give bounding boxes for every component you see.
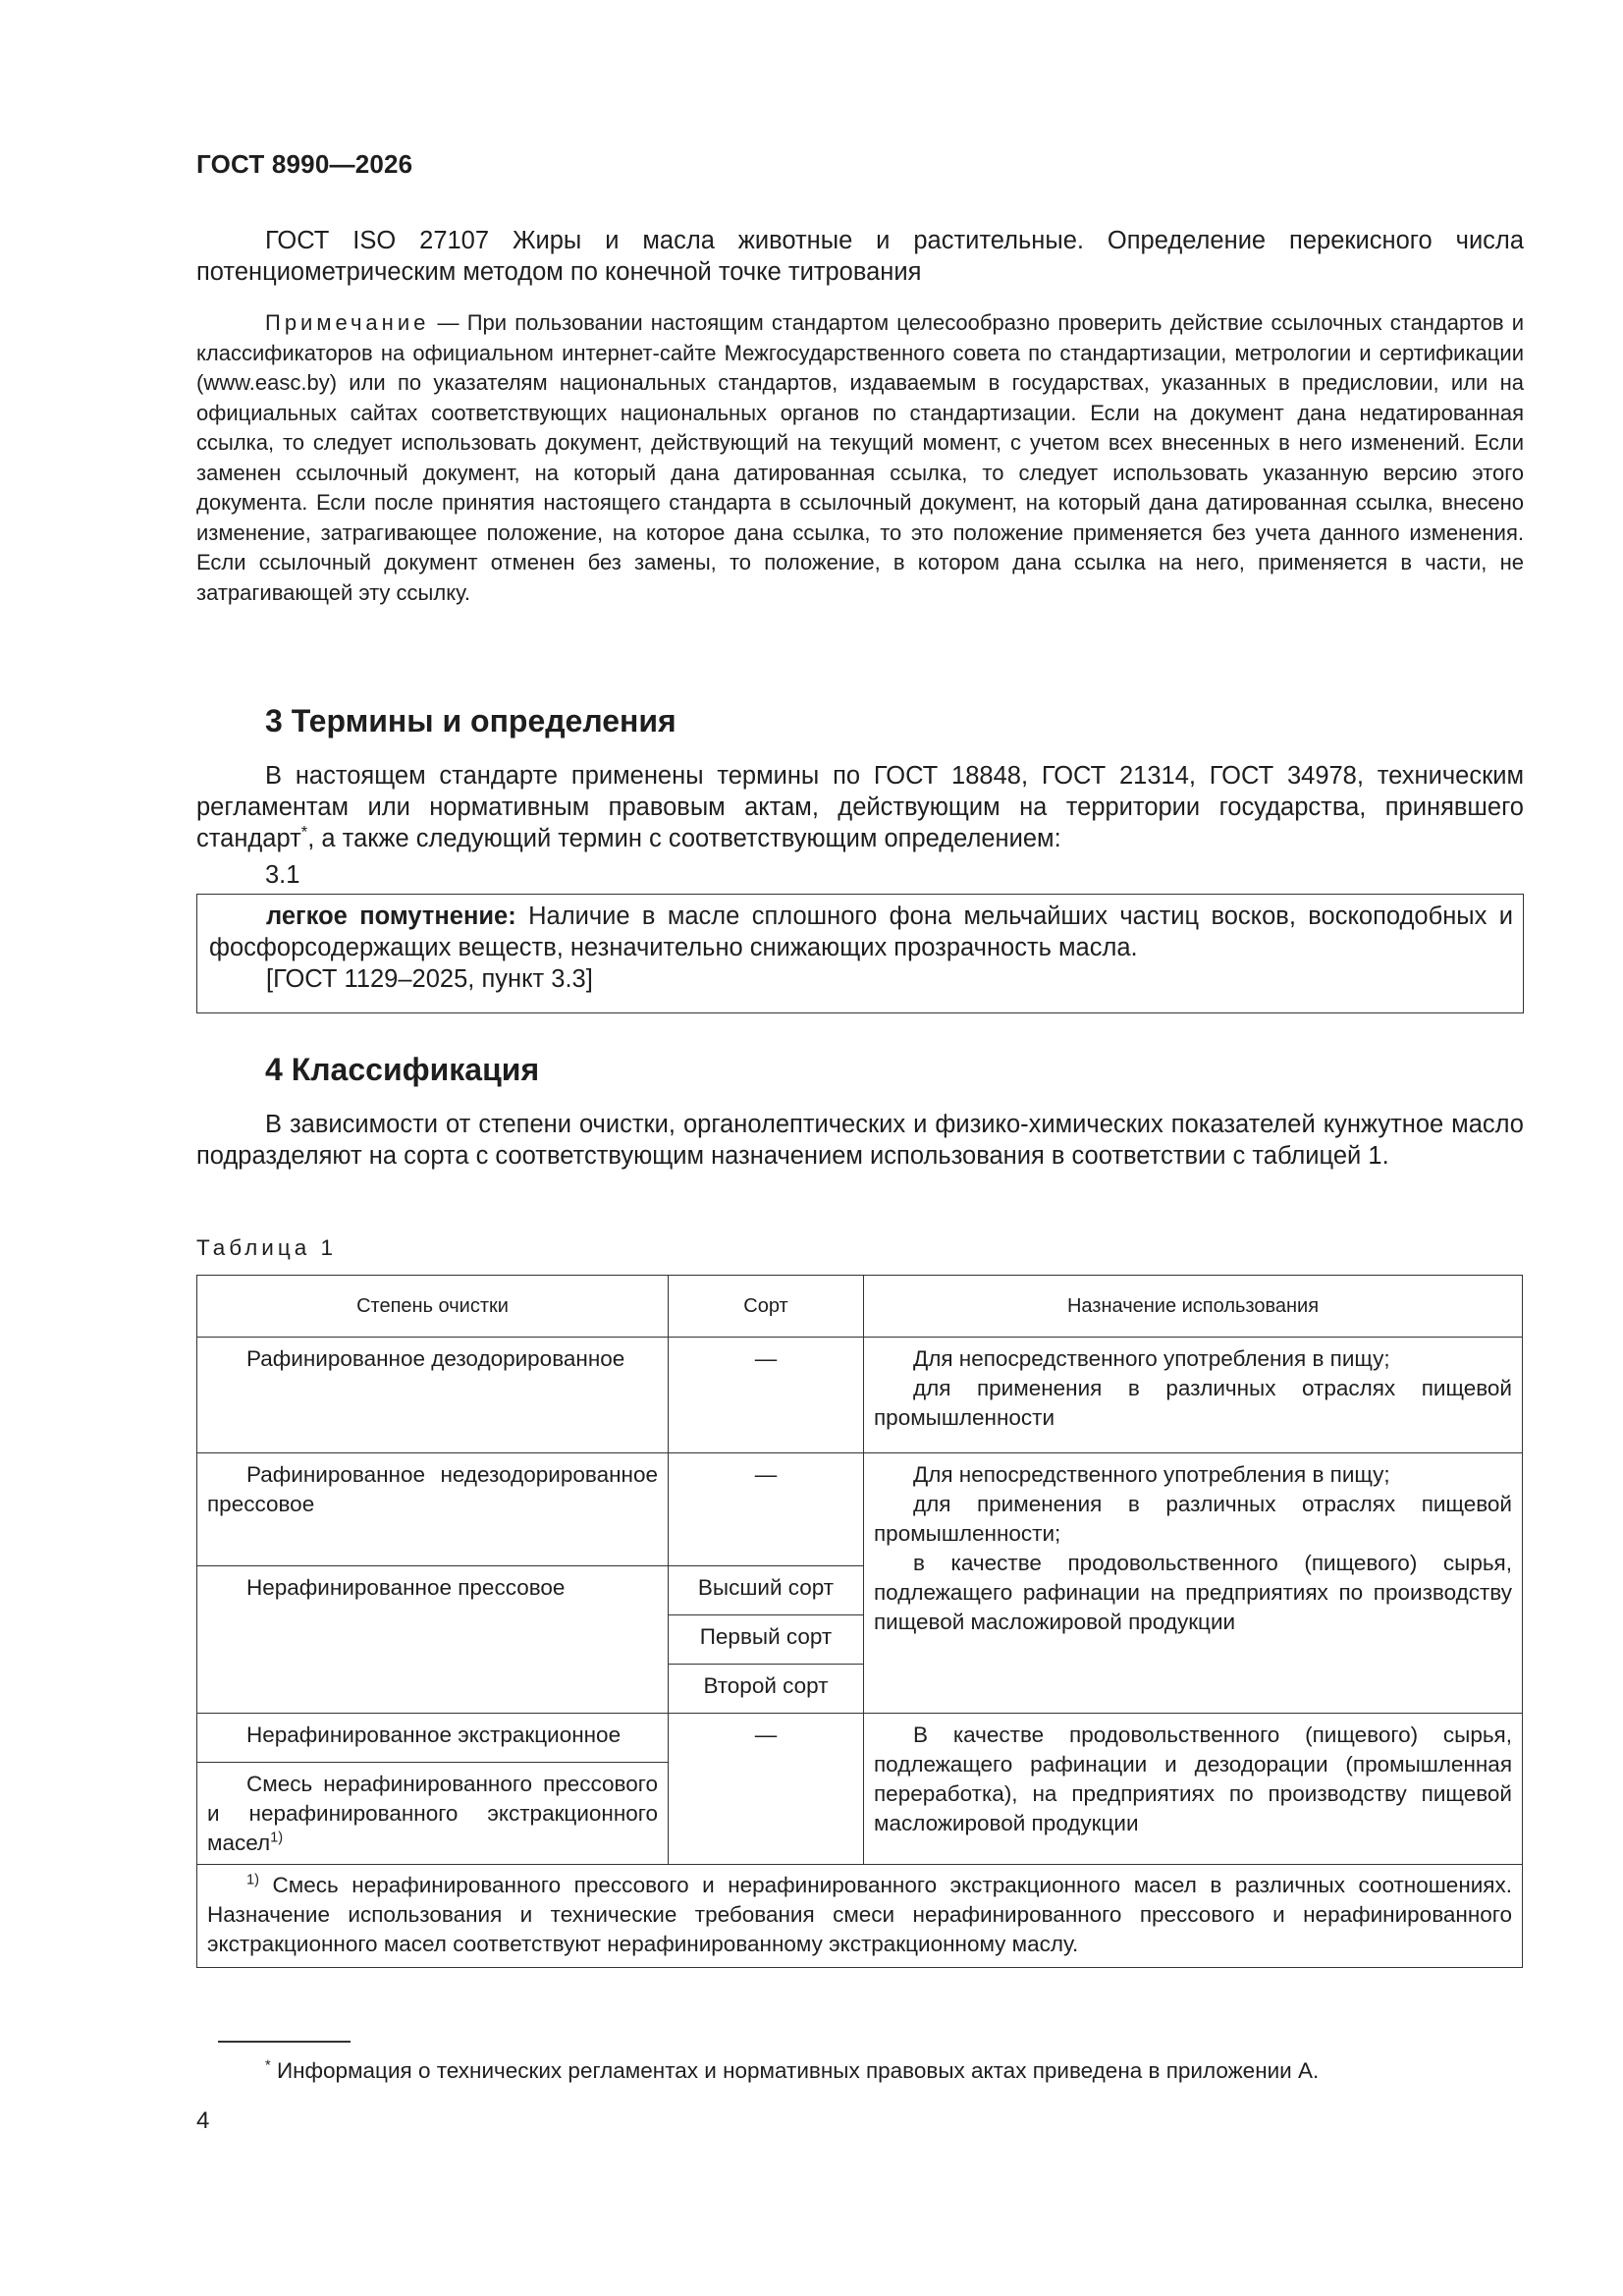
- table-row: [197, 1714, 1523, 1763]
- use-line: для применения в различных отраслях пищевой промышленности: [874, 1376, 1512, 1430]
- document-page: [196, 0, 1524, 2296]
- table-footnote-text: Смесь нерафинированного прессового и нерафинированного экстракционного масел в различных соотношениях. Назначение использования и технические требования смеси нерафинированного прессового и нерафинированного экстракционного масел соответствуют нерафинированному экстракционному маслу.: [207, 1873, 1512, 1956]
- cell-use: [864, 1453, 1523, 1714]
- definition-box: [196, 894, 1524, 1013]
- classification-table: [196, 1275, 1523, 1968]
- page-footnote: [265, 2056, 1319, 2086]
- page-number: 4: [196, 2107, 210, 2134]
- use-line: Для непосредственного употребления в пищу;: [913, 1346, 1390, 1371]
- section-3-intro: [196, 760, 1524, 854]
- cell-grade: —: [669, 1453, 864, 1566]
- cell-use: [864, 1714, 1523, 1865]
- definition-source: [ГОСТ 1129–2025, пункт 3.3]: [266, 965, 593, 993]
- term-name: легкое помутнение:: [266, 902, 516, 930]
- term-number: 3.1: [265, 861, 300, 889]
- section-3-intro-text: В настоящем стандарте применены термины по ГОСТ 18848, ГОСТ 21314, ГОСТ 34978, техническим регламентам или нормативным правовым актам, действующим на территории государства, принявшего стандарт: [196, 762, 1524, 852]
- reference-paragraph: ГОСТ ISO 27107 Жиры и масла животные и растительные. Определение перекисного числа потенциометрическим методом по конечной точке титрования: [196, 227, 1524, 286]
- header-degree: Степень очистки: [197, 1276, 669, 1338]
- term-definition: Наличие в масле сплошного фона мельчайших частиц восков, воскоподобных и фосфорсодержащих веществ, незначительно снижающих прозрачность масла.: [209, 902, 1513, 961]
- cell-degree: Рафинированное недезодорированное прессовое: [197, 1453, 669, 1566]
- cell-degree: [197, 1338, 669, 1453]
- degree-text: Смесь нерафинированного прессового и нерафинированного экстракционного масел: [207, 1772, 658, 1855]
- note-text: — При пользовании настоящим стандартом целесообразно проверить действие ссылочных стандартов и классификаторов на официальном интернет-сайте Межгосударственного совета по стандартизации, метрологии и сертификации (www.easc.by) или по указателям национальных стандартов, издаваемым в государствах, указанных в предисловии, или на официальных сайтах соответствующих национальных органов по стандартизации. Если на документ дана недатированная ссылка, то следует использовать документ, действующий на текущий момент, с учетом всех внесенных в него изменений. Если заменен ссылочный документ, на который дана датированная ссылка, то следует использовать указанную версию этого документа. Если после принятия настоящего стандарта в ссылочный документ, на который дана датированная ссылка, внесено изменение, затрагивающее положение, на которое дана ссылка, то это положение применяется без учета данного изменения. Если ссылочный документ отменен без замены, то положение, в котором дана ссылка на него, применяется в части, не затрагивающей эту ссылку.: [196, 310, 1524, 605]
- section-4-heading: 4 Классификация: [265, 1052, 540, 1087]
- table-header-row: [197, 1276, 1523, 1338]
- cell-degree: Нерафинированное прессовое: [197, 1566, 669, 1714]
- cell-grade: Высший сорт: [669, 1566, 864, 1615]
- page-footnote-text: Информация о технических регламентах и нормативных правовых актах приведена в приложении А.: [270, 2058, 1320, 2083]
- header-use: Назначение использования: [864, 1276, 1523, 1338]
- table-footnote: [197, 1865, 1523, 1968]
- note-label: Примечание: [265, 310, 430, 335]
- table-row: [197, 1453, 1523, 1566]
- footnote-marker: *: [300, 822, 308, 842]
- cell-use: [864, 1338, 1523, 1453]
- use-line: Для непосредственного употребления в пищу;: [913, 1462, 1390, 1487]
- use-line: для применения в различных отраслях пищевой промышленности;: [874, 1492, 1512, 1546]
- cell-degree: Нерафинированное экстракционное: [197, 1714, 669, 1763]
- table-caption: Таблица 1: [196, 1235, 337, 1260]
- footnote-separator: [218, 2041, 351, 2043]
- table-footnote-mark: 1): [246, 1872, 259, 1888]
- note-paragraph: [196, 308, 1524, 608]
- cell-grade: Первый сорт: [669, 1615, 864, 1665]
- cell-grade: —: [669, 1714, 864, 1865]
- section-3-intro-tail: , а также следующий термин с соответствующим определением:: [307, 825, 1061, 852]
- degree-text: Рафинированное дезодорированное: [246, 1346, 625, 1371]
- definition-paragraph: [209, 901, 1513, 963]
- header-grade: Сорт: [669, 1276, 864, 1338]
- use-line: в качестве продовольственного (пищевого) сырья, подлежащего рафинации на предприятиях по производству пищевой масложировой продукции: [874, 1551, 1512, 1634]
- use-line: В качестве продовольственного (пищевого) сырья, подлежащего рафинации и дезодорации (промышленная переработка), на предприятиях по производству пищевой масложировой продукции: [874, 1722, 1512, 1835]
- table-footnote-marker: 1): [270, 1830, 284, 1846]
- section-4-intro: В зависимости от степени очистки, органолептических и физико-химических показателей кунжутное масло подразделяют на сорта с соответствующим назначением использования в соответствии с таблицей 1.: [196, 1111, 1524, 1170]
- table-row: [197, 1338, 1523, 1453]
- table-footnote-row: [197, 1865, 1523, 1968]
- section-3-heading: 3 Термины и определения: [265, 703, 676, 738]
- cell-degree: [197, 1763, 669, 1865]
- document-header-id: ГОСТ 8990—2026: [196, 149, 413, 179]
- page-footnote-mark: *: [265, 2057, 271, 2074]
- cell-grade: Второй сорт: [669, 1665, 864, 1714]
- cell-grade: —: [669, 1338, 864, 1453]
